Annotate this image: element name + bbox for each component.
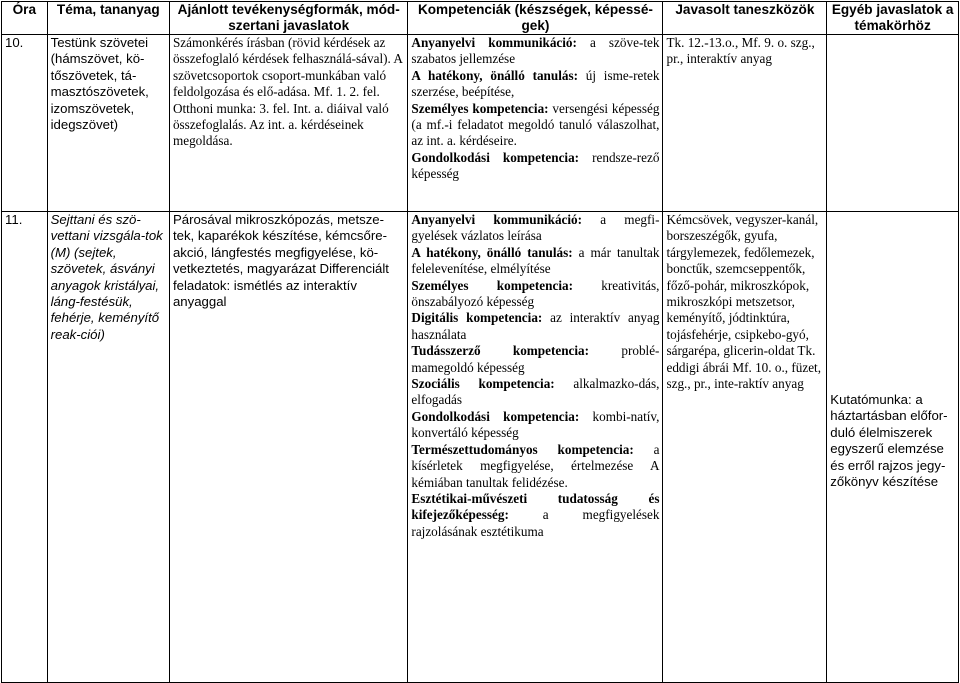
kompetencia-item bbox=[411, 245, 659, 278]
kompetencia-item bbox=[411, 150, 659, 183]
kompetencia-label: Természettudományos kompetencia: bbox=[411, 441, 634, 457]
header-tevekenyseg: Ajánlott tevékenységformák, mód-szertani javaslatok bbox=[169, 2, 407, 35]
kompetencia-label: Szociális kompetencia: bbox=[411, 376, 555, 392]
kompetencia-text: a kísérletek megfigyelése, értelmezése A kémiában tanultak felidézése. bbox=[411, 441, 660, 490]
header-kompetenciak: Kompetenciák (készségek, képessé-gek) bbox=[408, 2, 663, 35]
row-eszkozok: Kémcsövek, vegyszer-kanál, borszeszégők, gyufa, tárgylemezek, fedőlemezek, bonctűk, szemcseppentők, főző-pohár, mikroszkópok, mikroszkópi metszetsor, keményítő, jódtinktúra, tojásfehérje, csipkebo-gyó, sárgarépa, glicerin-oldat Tk. eddigi ábrái Mf. 10. o., füzet, szg., pr., inte-raktív anyag bbox=[663, 212, 827, 683]
kompetencia-text: alkalmazko-dás, elfogadás bbox=[411, 376, 660, 408]
kompetencia-item bbox=[411, 491, 659, 540]
row-eszkozok: Tk. 12.-13.o., Mf. 9. o. szg., pr., interaktív anyag bbox=[663, 35, 827, 212]
kompetencia-text: kreativitás, önszabályozó képesség bbox=[411, 277, 660, 310]
kompetencia-item bbox=[411, 68, 659, 101]
row-tevekenyseg: Párosával mikroszkópozás, metsze-tek, kaparékok készítése, kémcsőre-akció, lángfestés megfigyelése, kö-vetkeztetés, magyarázat Differenciált feladatok: ismétlés az interaktív anyaggal bbox=[169, 212, 407, 683]
kompetencia-text: az interaktív anyag használata bbox=[411, 310, 660, 342]
lesson-plan-table bbox=[1, 1, 959, 683]
row-tema: Testünk szövetei (hámszövet, kö-tőszövetek, tá-masztószövetek, izomszövetek, idegszövet) bbox=[47, 35, 169, 212]
row-ora: 11. bbox=[2, 212, 48, 683]
kompetencia-text: a már tanultak felelevenítése, elmélyítése bbox=[411, 244, 660, 277]
table-row bbox=[2, 35, 959, 212]
kompetencia-text: rendsze-rező képesség bbox=[411, 149, 660, 182]
kompetencia-label: Anyanyelvi kommunikáció: bbox=[411, 212, 583, 227]
row-kompetenciak bbox=[408, 35, 663, 212]
header-tema: Téma, tananyag bbox=[47, 2, 169, 35]
kompetencia-label: Digitális kompetencia: bbox=[411, 310, 543, 326]
kompetencia-label: A hatékony, önálló tanulás: bbox=[411, 244, 573, 260]
kompetencia-label: Esztétikai-művészeti tudatosság és kifejezőképesség: bbox=[411, 490, 660, 523]
kompetencia-item bbox=[411, 442, 659, 491]
row-egyeb-cell bbox=[827, 212, 959, 683]
header-row bbox=[2, 2, 959, 35]
header-eszkozok: Javasolt taneszközök bbox=[663, 2, 827, 35]
kompetencia-text: a megfi-gyelések vázlatos leírása bbox=[411, 212, 660, 244]
kompetencia-item bbox=[411, 409, 659, 442]
kompetencia-item bbox=[411, 101, 659, 150]
kompetencia-item bbox=[411, 310, 659, 343]
header-egyeb: Egyéb javaslatok a témakörhöz bbox=[827, 2, 959, 35]
row-egyeb: Kutatómunka: a háztartásban előfor-duló élelmiszerek egyszerű elemzése és erről rajzos jegy-zőkönyv készítése bbox=[830, 392, 948, 490]
kompetencia-label: Személyes kompetencia: bbox=[411, 100, 549, 116]
row-egyeb bbox=[827, 35, 959, 212]
kompetencia-text: a megfigyelések rajzolásának esztétikuma bbox=[411, 507, 660, 539]
kompetencia-label: Anyanyelvi kommunikáció: bbox=[411, 35, 577, 50]
kompetencia-text: a szöve-tek szabatos jellemzése bbox=[411, 35, 660, 67]
row-kompetenciak bbox=[408, 212, 663, 683]
kompetencia-label: Gondolkodási kompetencia: bbox=[411, 408, 580, 424]
kompetencia-label: Személyes kompetencia: bbox=[411, 277, 573, 293]
kompetencia-label: A hatékony, önálló tanulás: bbox=[411, 67, 578, 83]
kompetencia-label: Gondolkodási kompetencia: bbox=[411, 149, 580, 165]
row-tema: Sejttani és szö-vettani vizsgála-tok (M) (sejtek, szövetek, ásványi anyagok kristályai, láng-festésük, fehérje, keményítő reak-ciói) bbox=[47, 212, 169, 683]
table-row bbox=[2, 212, 959, 683]
kompetencia-text: versengési képesség (a mf.-i feladatot megoldó tanuló válaszolhat, az int. a. kérdéseire. bbox=[411, 100, 660, 149]
kompetencia-item bbox=[411, 212, 659, 245]
row-ora: 10. bbox=[2, 35, 48, 212]
kompetencia-item bbox=[411, 278, 659, 311]
kompetencia-text: problé-mamegoldó képesség bbox=[411, 343, 660, 375]
row-tevekenyseg: Számonkérés írásban (rövid kérdések az összefoglaló kérdések felhasználá-sával). A szövetcsoportok csoport-munkában való feldolgozása és elő-adása. Mf. 1. 2. fel. Otthoni munka: 3. fel. Int. a. diáival való összefoglalás. Az int. a. kérdéseinek megoldása. bbox=[169, 35, 407, 212]
kompetencia-text: új isme-retek szerzése, beépítése, bbox=[411, 67, 660, 100]
kompetencia-label: Tudásszerző kompetencia: bbox=[411, 343, 590, 359]
header-ora: Óra bbox=[2, 2, 48, 35]
kompetencia-item bbox=[411, 35, 659, 68]
kompetencia-item bbox=[411, 343, 659, 376]
kompetencia-item bbox=[411, 376, 659, 409]
kompetencia-text: kombi-natív, konvertáló képesség bbox=[411, 408, 660, 441]
